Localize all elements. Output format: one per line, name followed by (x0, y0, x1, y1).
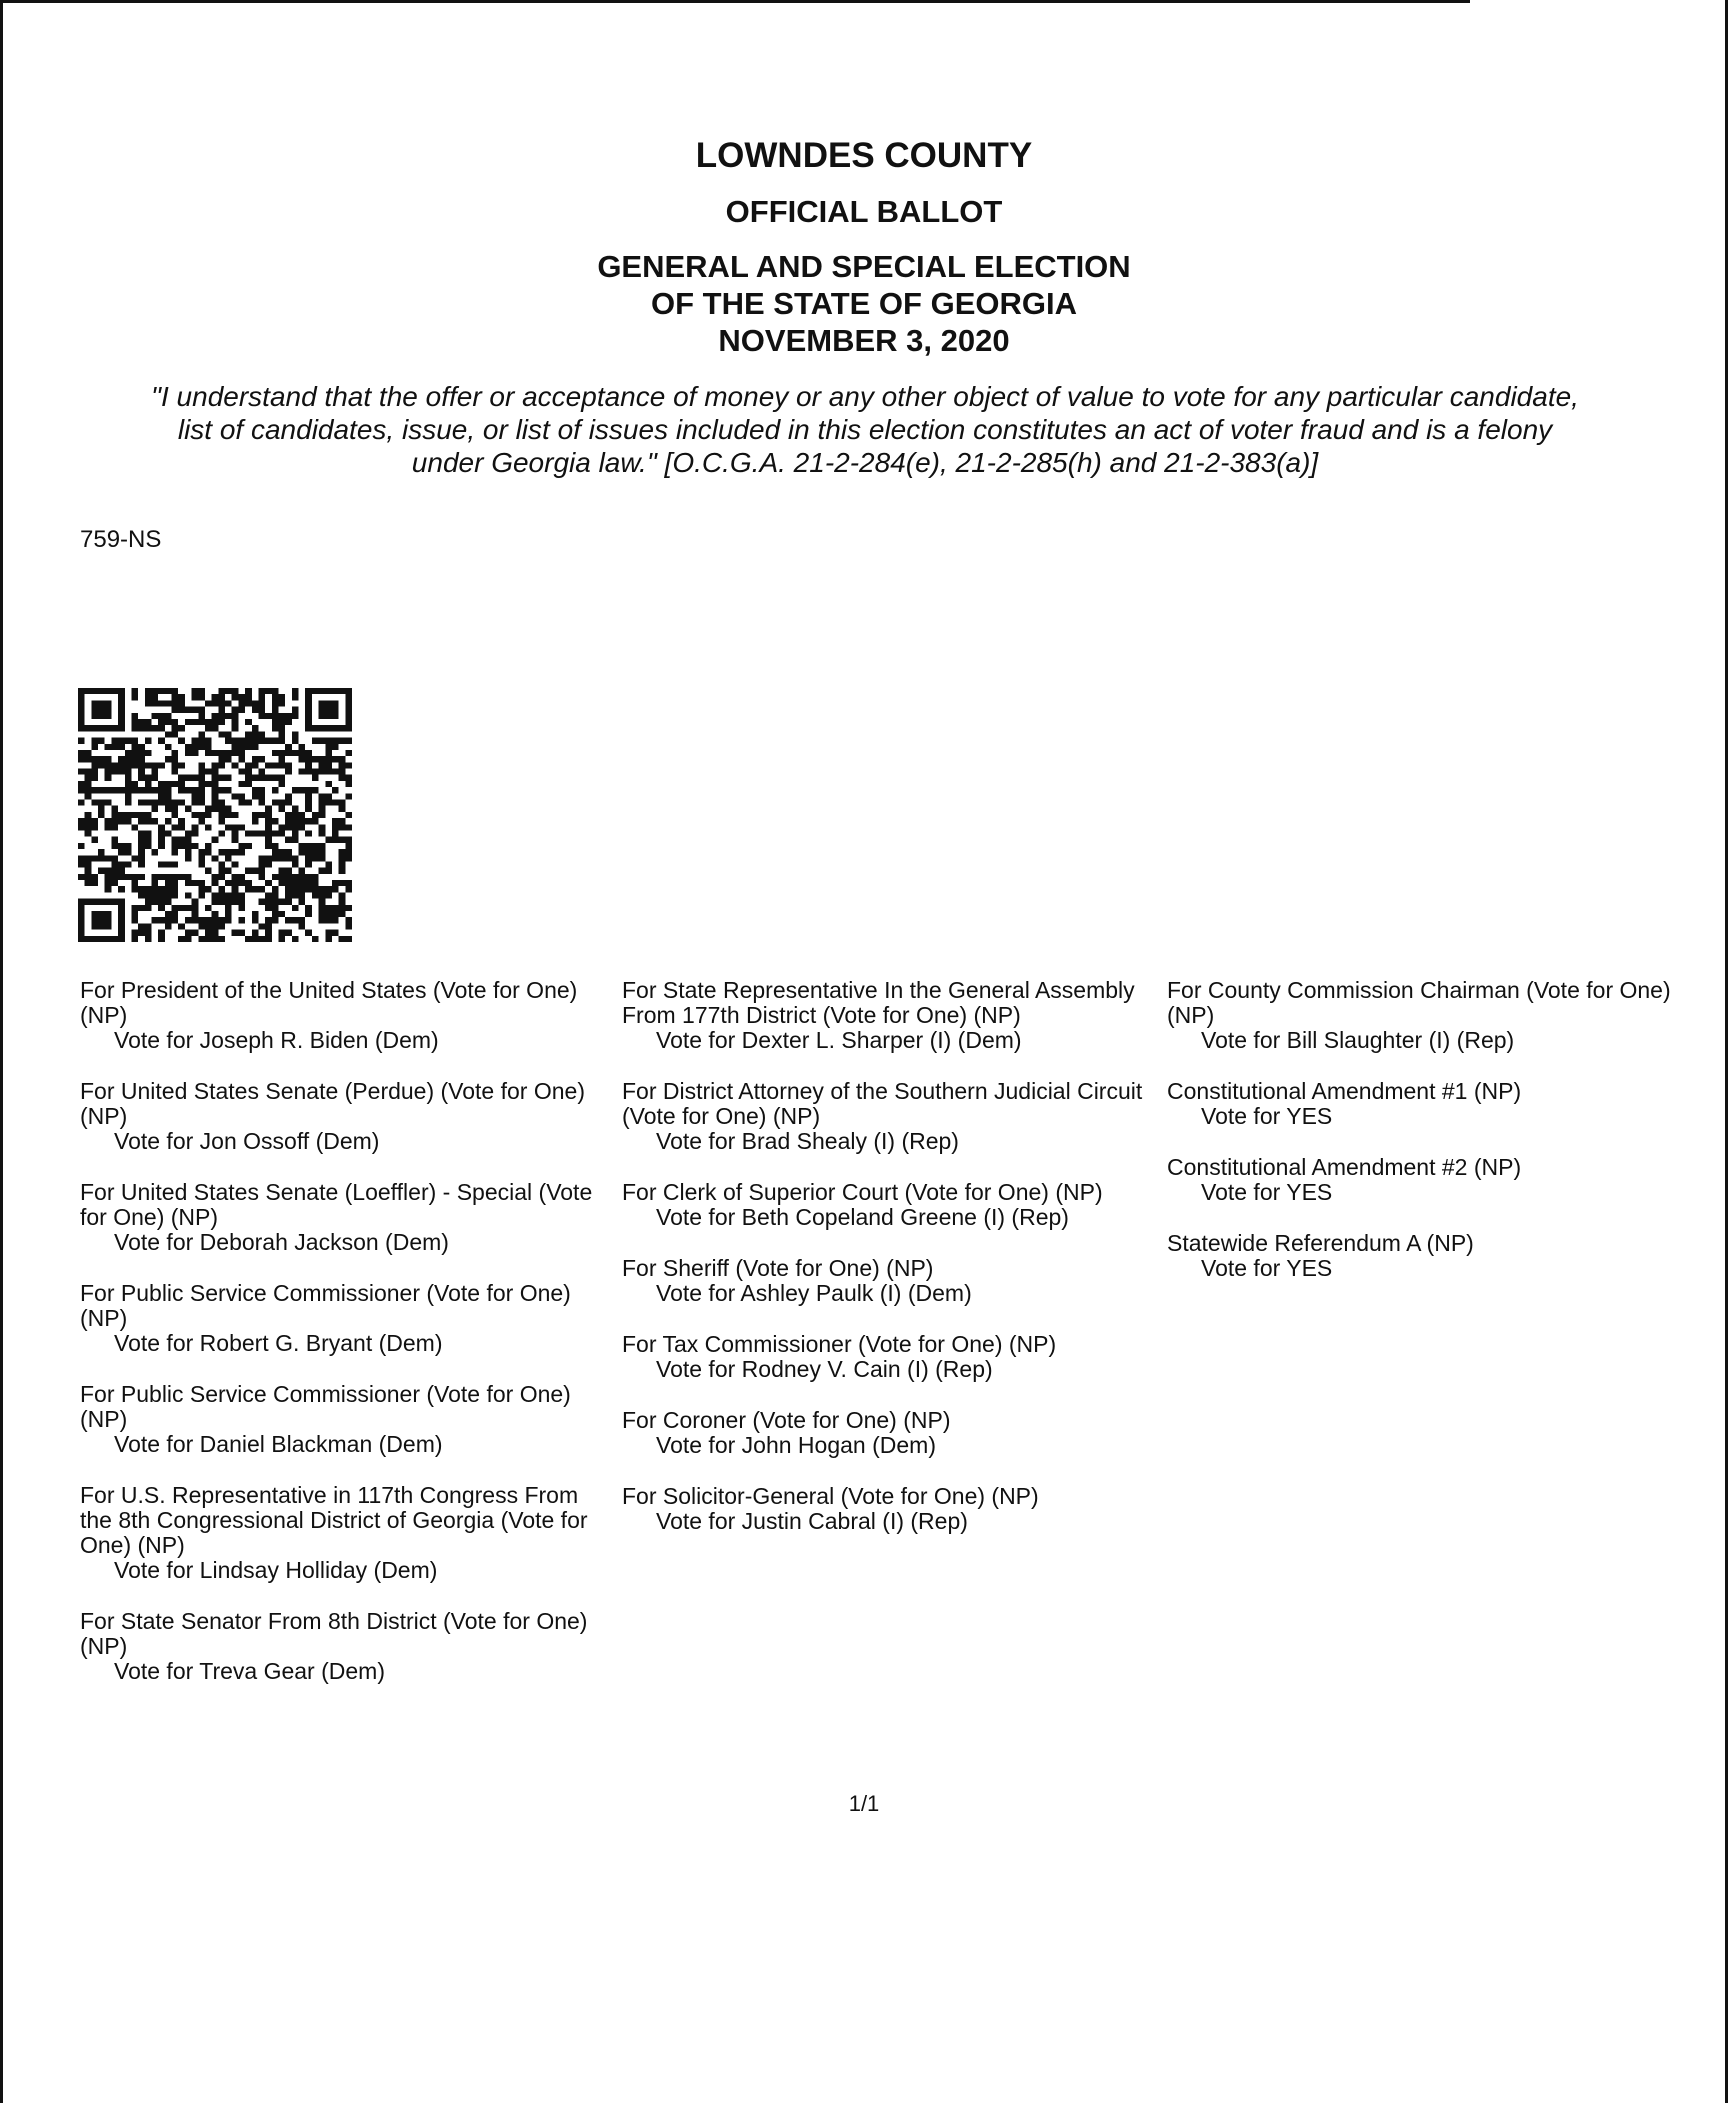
race-entry (80, 1609, 615, 1684)
ballot-style-code: 759-NS (80, 526, 162, 553)
race-selection: Vote for Lindsay Holliday (Dem) (114, 1557, 438, 1583)
race-entry (80, 1079, 615, 1154)
race-selection: Vote for Jon Ossoff (Dem) (114, 1128, 380, 1154)
race-entry (1167, 1079, 1712, 1129)
election-date: NOVEMBER 3, 2020 (718, 323, 1010, 358)
race-selection: Vote for Dexter L. Sharper (I) (Dem) (656, 1027, 1022, 1053)
race-selection: Vote for YES (1201, 1103, 1333, 1129)
race-entry (622, 1256, 1167, 1306)
race-entry (622, 978, 1167, 1053)
race-selection: Vote for John Hogan (Dem) (656, 1432, 936, 1458)
race-title: For United States Senate (Perdue) (Vote for One) (NP) (80, 1078, 585, 1129)
county-title: LOWNDES COUNTY (695, 136, 1033, 175)
oath-line-3: under Georgia law." [O.C.G.A. 21-2-284(e), 21-2-285(h) and 21-2-383(a)] (411, 447, 1319, 478)
race-entry (622, 1408, 1167, 1458)
race-entry (80, 1483, 615, 1583)
race-title: For U.S. Representative in 117th Congress From the 8th Congressional District of Georgia (Vote for One) (NP) (80, 1482, 588, 1558)
race-title: For Clerk of Superior Court (Vote for One) (NP) (622, 1179, 1103, 1205)
race-selection: Vote for YES (1201, 1179, 1333, 1205)
race-selection: Vote for Rodney V. Cain (I) (Rep) (656, 1356, 993, 1382)
race-title: For Public Service Commissioner (Vote for One) (NP) (80, 1280, 571, 1331)
election-title-line-2: OF THE STATE OF GEORGIA (651, 286, 1077, 321)
race-title: For Coroner (Vote for One) (NP) (622, 1407, 951, 1433)
race-entry (622, 1332, 1167, 1382)
oath-line-2: list of candidates, issue, or list of issues included in this election constitutes an act of voter fraud and is a felony (177, 414, 1553, 445)
race-selection: Vote for Treva Gear (Dem) (114, 1658, 385, 1684)
race-title: For State Senator From 8th District (Vote for One) (NP) (80, 1608, 588, 1659)
race-selection: Vote for YES (1201, 1255, 1333, 1281)
race-title: For United States Senate (Loeffler) - Special (Vote for One) (NP) (80, 1179, 593, 1230)
race-title: For Solicitor-General (Vote for One) (NP) (622, 1483, 1039, 1509)
voter-fraud-statement (70, 380, 1660, 479)
qr-code-icon (78, 688, 352, 942)
race-title: For County Commission Chairman (Vote for One) (NP) (1167, 977, 1671, 1028)
race-entry (1167, 978, 1712, 1053)
race-entry (622, 1484, 1167, 1534)
race-title: For Tax Commissioner (Vote for One) (NP) (622, 1331, 1057, 1357)
race-entry (80, 1281, 615, 1356)
race-selection: Vote for Beth Copeland Greene (I) (Rep) (656, 1204, 1069, 1230)
oath-line-1: "I understand that the offer or acceptance of money or any other object of value to vote for any particular candidate, (151, 381, 1579, 412)
race-selection: Vote for Brad Shealy (I) (Rep) (656, 1128, 959, 1154)
race-title: Constitutional Amendment #1 (NP) (1167, 1078, 1522, 1104)
race-title: For Sheriff (Vote for One) (NP) (622, 1255, 934, 1281)
race-title: Constitutional Amendment #2 (NP) (1167, 1154, 1522, 1180)
race-selection: Vote for Ashley Paulk (I) (Dem) (656, 1280, 972, 1306)
race-selection: Vote for Daniel Blackman (Dem) (114, 1431, 443, 1457)
ballot-column-2 (622, 978, 1167, 1560)
ballot-column-1 (80, 978, 615, 1710)
race-title: Statewide Referendum A (NP) (1167, 1230, 1474, 1256)
race-selection: Vote for Bill Slaughter (I) (Rep) (1201, 1027, 1515, 1053)
race-selection: Vote for Robert G. Bryant (Dem) (114, 1330, 443, 1356)
race-title: For State Representative In the General Assembly From 177th District (Vote for One) (NP) (622, 977, 1135, 1028)
race-selection: Vote for Deborah Jackson (Dem) (114, 1229, 449, 1255)
election-title (0, 248, 1728, 359)
race-selection: Vote for Joseph R. Biden (Dem) (114, 1027, 439, 1053)
election-title-line-1: GENERAL AND SPECIAL ELECTION (597, 249, 1131, 284)
race-title: For District Attorney of the Southern Judicial Circuit (Vote for One) (NP) (622, 1078, 1143, 1129)
scan-edge-top (0, 0, 1470, 3)
race-title: For President of the United States (Vote for One) (NP) (80, 977, 578, 1028)
race-selection: Vote for Justin Cabral (I) (Rep) (656, 1508, 968, 1534)
race-entry (80, 978, 615, 1053)
race-entry (1167, 1155, 1712, 1205)
page-number: 1/1 (848, 1791, 880, 1816)
ballot-column-3 (1167, 978, 1712, 1307)
race-title: For Public Service Commissioner (Vote for One) (NP) (80, 1381, 571, 1432)
race-entry (80, 1180, 615, 1255)
ballot-type-title: OFFICIAL BALLOT (725, 194, 1003, 229)
race-entry (1167, 1231, 1712, 1281)
race-entry (80, 1382, 615, 1457)
race-entry (622, 1180, 1167, 1230)
race-entry (622, 1079, 1167, 1154)
